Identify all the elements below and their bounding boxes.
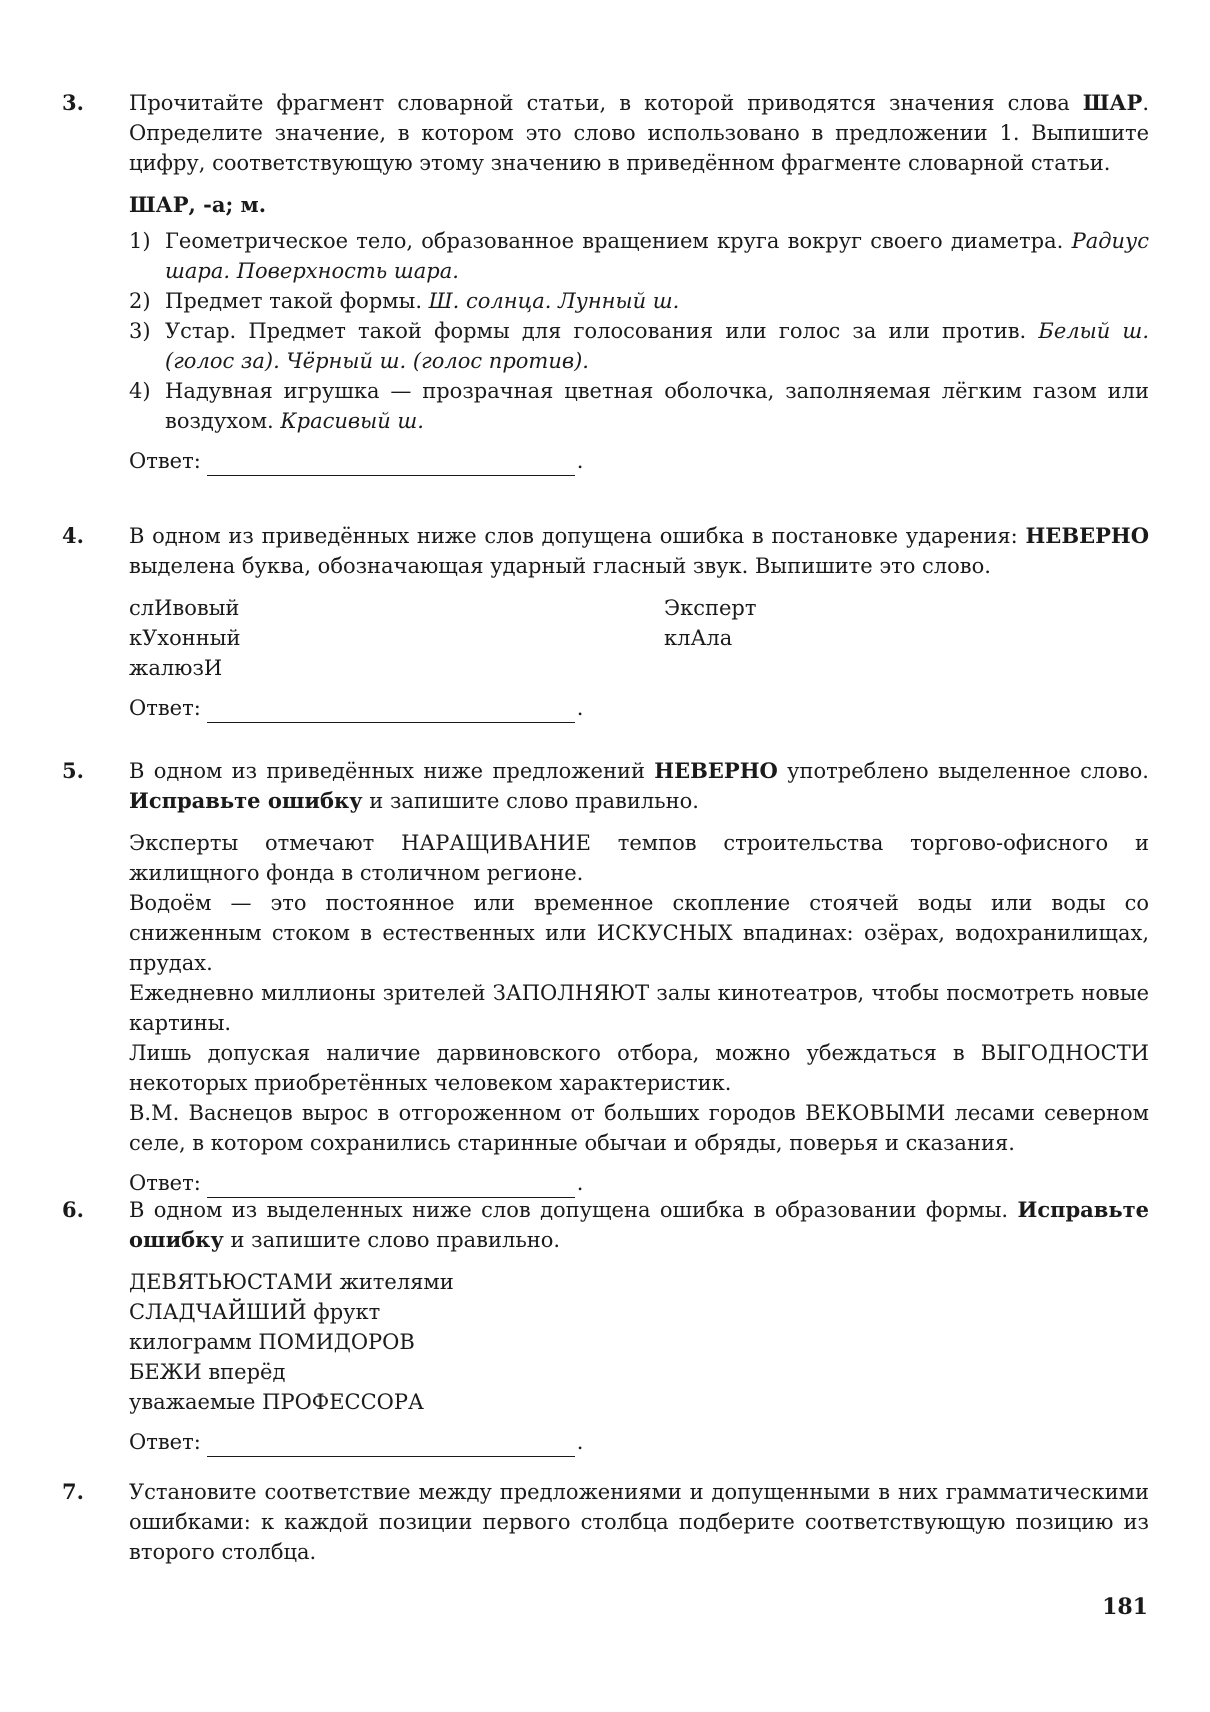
- answer-row: Ответ: .: [129, 693, 1149, 723]
- task-number: 6.: [62, 1197, 84, 1222]
- dictionary-headword: ШАР, -а; м.: [129, 192, 267, 217]
- definition-item: 4) Надувная игрушка — прозрачная цветная оболочка, заполняемая лёгким газом или воздухом. Красивый ш.: [129, 379, 1149, 433]
- task-instruction: В одном из приведённых ниже слов допущена ошибка в постановке ударения: НЕВЕРНО выделена буква, обозначающая ударный гласный звук. Выпишите это слово.: [129, 523, 1149, 578]
- keyword: ШАР: [1082, 90, 1143, 115]
- task-7: [62, 1477, 1150, 1567]
- phrase-item: килограмм ПОМИДОРОВ: [129, 1330, 415, 1354]
- page-number: 181: [1102, 1594, 1148, 1620]
- answer-row: Ответ: .: [129, 1427, 1149, 1457]
- phrase-item: уважаемые ПРОФЕССОРА: [129, 1390, 424, 1414]
- task-number: 7.: [62, 1479, 84, 1504]
- definition-item: 2) Предмет такой формы. Ш. солнца. Лунный ш.: [129, 289, 680, 313]
- answer-blank[interactable]: [207, 453, 575, 476]
- definition-list: [129, 226, 1149, 436]
- answer-row: Ответ: .: [129, 1168, 1149, 1198]
- task-4: [62, 521, 1150, 723]
- definition-item: 3) Устар. Предмет такой формы для голосования или голос за или против. Белый ш. (голос за). Чёрный ш. (голос против).: [129, 319, 1150, 373]
- answer-blank[interactable]: [207, 700, 575, 723]
- task-instruction: В одном из приведённых ниже предложений НЕВЕРНО употреблено выделенное слово. Исправьте ошибку и запишите слово правильно.: [129, 758, 1149, 813]
- phrase-item: СЛАДЧАЙШИЙ фрукт: [129, 1300, 381, 1324]
- answer-label: Ответ:: [129, 449, 201, 473]
- word-column-2: [664, 593, 1149, 683]
- word-item: Эксперт: [664, 596, 757, 620]
- word-item: кУхонный: [129, 626, 241, 650]
- task-instruction: Прочитайте фрагмент словарной статьи, в которой приводятся значения слова ШАР. Определите значение, в котором это слово использовано в предложении 1. Выпишите цифру, соответствующую этому значению в приведённом фрагменте словарной статьи.: [129, 90, 1149, 175]
- task-number: 3.: [62, 90, 84, 115]
- task-number: 5.: [62, 758, 84, 783]
- definition-item: 1) Геометрическое тело, образованное вращением круга вокруг своего диаметра. Радиус шара. Поверхность шара.: [129, 229, 1149, 283]
- answer-label: Ответ:: [129, 1171, 201, 1195]
- sentence: Ежедневно миллионы зрителей ЗАПОЛНЯЮТ залы кинотеатров, чтобы посмотреть новые картины.: [129, 981, 1149, 1035]
- word-item: клАла: [664, 626, 733, 650]
- phrase-list: [129, 1267, 1149, 1417]
- answer-label: Ответ:: [129, 696, 201, 720]
- task-3: [62, 88, 1150, 476]
- sentence: Эксперты отмечают НАРАЩИВАНИЕ темпов строительства торгово-офисного и жилищного фонда в столичном регионе.: [129, 831, 1149, 885]
- task-number: 4.: [62, 523, 84, 548]
- word-column-1: [129, 593, 664, 683]
- sentence: В.М. Васнецов вырос в отгороженном от больших городов ВЕКОВЫМИ лесами северном селе, в котором сохранились старинные обычаи и обряды, поверья и сказания.: [129, 1101, 1149, 1155]
- word-item: жалюзИ: [129, 656, 223, 680]
- task-5: [62, 756, 1150, 1198]
- answer-label: Ответ:: [129, 1430, 201, 1454]
- task-instruction: Установите соответствие между предложениями и допущенными в них грамматическими ошибками: к каждой позиции первого столбца подберите соответствующую позицию из второго столбца.: [129, 1480, 1149, 1564]
- sentence: Лишь допуская наличие дарвиновского отбора, можно убеждаться в ВЫГОДНОСТИ некоторых приобретённых человеком характеристик.: [129, 1041, 1149, 1095]
- word-columns: [129, 593, 1149, 683]
- sentence: Водоём — это постоянное или временное скопление стоячей воды или воды со сниженным стоком в естественных или ИСКУСНЫХ впадинах: озёрах, водохранилищах, прудах.: [129, 891, 1149, 975]
- phrase-item: ДЕВЯТЬЮСТАМИ жителями: [129, 1270, 454, 1294]
- answer-row: Ответ: .: [129, 446, 1149, 476]
- phrase-item: БЕЖИ вперёд: [129, 1360, 286, 1384]
- answer-blank[interactable]: [207, 1434, 575, 1457]
- word-item: слИвовый: [129, 596, 240, 620]
- task-instruction: В одном из выделенных ниже слов допущена ошибка в образовании формы. Исправьте ошибку и запишите слово правильно.: [129, 1197, 1149, 1252]
- task-6: [62, 1195, 1150, 1457]
